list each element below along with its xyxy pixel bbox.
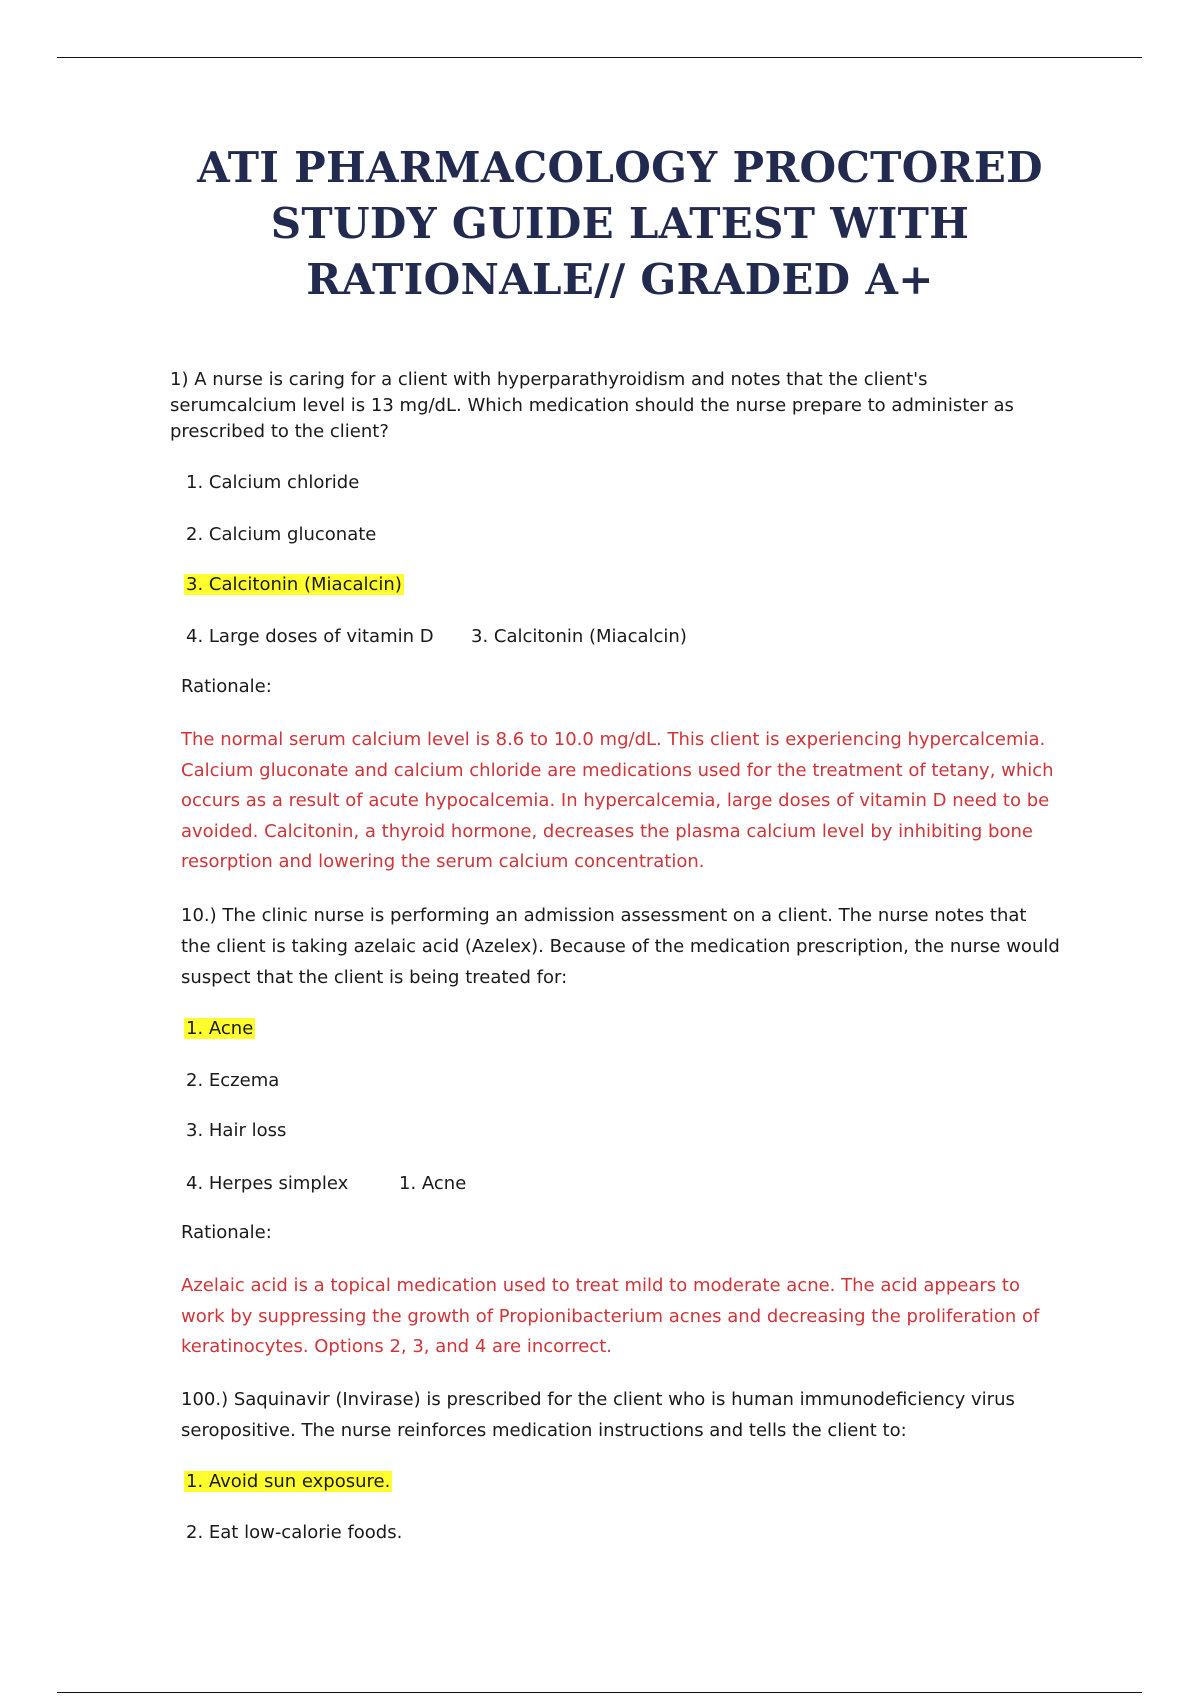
question-1-answer: 3. Calcitonin (Miacalcin) [471,626,687,647]
question-1-rationale: The normal serum calcium level is 8.6 to 10.0 mg/dL. This client is experiencing hypercalcemia. Calcium gluconate and calcium chloride are medications used for the treatment of tetany, which occurs as a result of acute hypocalcemia. In hypercalcemia, large doses of vitamin D need to be avoided. Calcitonin, a thyroid hormone, decreases the plasma calcium level by inhibiting bone resorption and lowering the serum calcium concentration. [181,729,1054,872]
question-100-option-2: 2. Eat low-calorie foods. [186,1522,403,1543]
document-title [100,140,1140,308]
question-1-option-1: 1. Calcium chloride [186,472,360,493]
question-10-option-1-highlighted: 1. Acne [186,1018,254,1039]
question-10-option-3: 3. Hair loss [186,1120,287,1141]
question-10-answer: 1. Acne [399,1173,467,1194]
question-10-option-4: 4. Herpes simplex [186,1173,349,1194]
question-1-option-4: 4. Large doses of vitamin D [186,626,434,647]
question-100-option-1-highlighted: 1. Avoid sun exposure. [186,1471,391,1492]
question-10-rationale-label: Rationale: [181,1222,272,1243]
question-10-rationale: Azelaic acid is a topical medication used to treat mild to moderate acne. The acid appears to work by suppressing the growth of Propionibacterium acnes and decreasing the proliferation of keratinocytes. Options 2, 3, and 4 are incorrect. [181,1275,1040,1357]
question-10-option-2: 2. Eczema [186,1070,280,1091]
title-line-2: STUDY GUIDE LATEST WITH [270,199,970,248]
question-100-stem: 100.) Saquinavir (Invirase) is prescribed for the client who is human immunodeficiency virus seropositive. The nurse reinforces medication instructions and tells the client to: [181,1389,1015,1441]
title-line-1: ATI PHARMACOLOGY PROCTORED [197,143,1043,192]
top-rule [57,57,1142,58]
question-1-option-3-highlighted: 3. Calcitonin (Miacalcin) [186,574,402,595]
question-10-stem: 10.) The clinic nurse is performing an admission assessment on a client. The nurse notes that the client is taking azelaic acid (Azelex). Because of the medication prescription, the nurse would suspect that the client is being treated for: [181,905,1060,988]
question-1-stem: 1) A nurse is caring for a client with hyperparathyroidism and notes that the client's serumcalcium level is 13 mg/dL. Which medication should the nurse prepare to administer as prescribed to the client? [170,369,1014,442]
title-line-3: RATIONALE// GRADED A+ [306,255,934,304]
question-1-rationale-label: Rationale: [181,676,272,697]
bottom-rule [57,1692,1142,1693]
question-1-option-2: 2. Calcium gluconate [186,524,377,545]
